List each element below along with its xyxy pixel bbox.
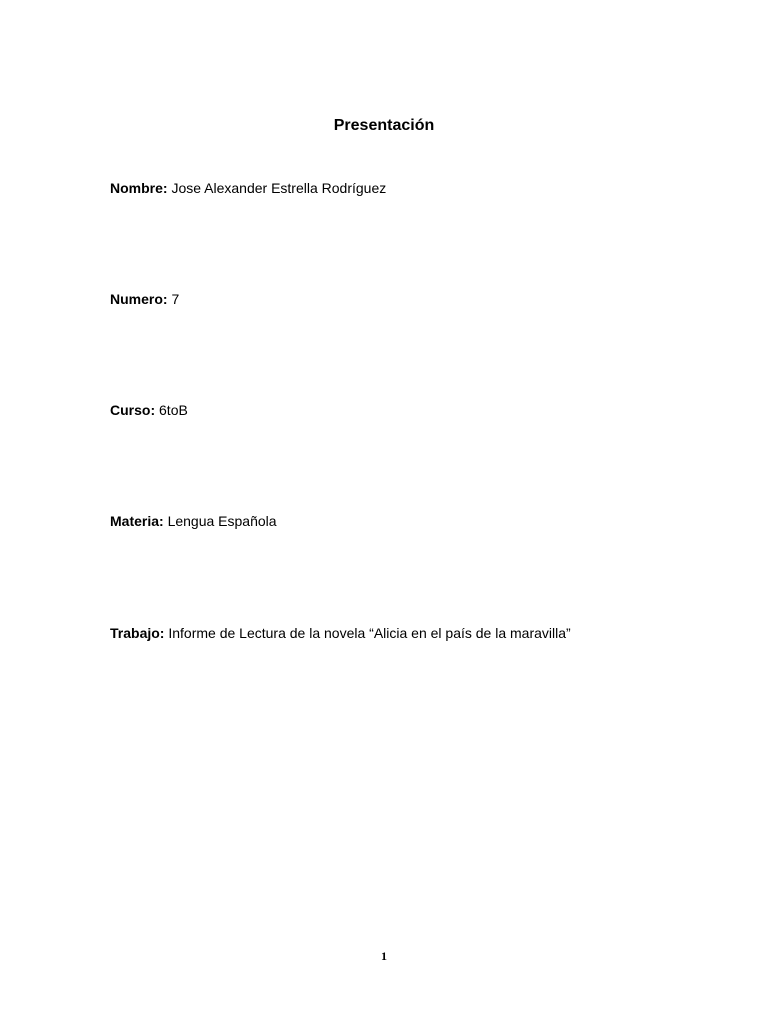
field-value-trabajo: Informe de Lectura de la novela “Alicia en el país de la maravilla” (168, 625, 571, 641)
field-value-curso: 6toB (159, 402, 188, 418)
field-numero (110, 290, 179, 308)
page-title: Presentación (333, 117, 435, 134)
field-label-trabajo: Trabajo: (110, 625, 165, 641)
field-label-materia: Materia: (110, 513, 164, 529)
field-nombre (110, 179, 386, 197)
page-number: 1 (381, 949, 387, 963)
field-label-numero: Numero: (110, 291, 168, 307)
field-trabajo (110, 624, 571, 642)
field-value-materia: Lengua Española (167, 513, 277, 529)
field-label-nombre: Nombre: (110, 180, 168, 196)
field-label-curso: Curso: (110, 402, 156, 418)
field-curso (110, 401, 188, 419)
field-value-numero: 7 (171, 291, 180, 307)
field-value-nombre: Jose Alexander Estrella Rodríguez (171, 180, 387, 196)
field-materia (110, 512, 277, 530)
